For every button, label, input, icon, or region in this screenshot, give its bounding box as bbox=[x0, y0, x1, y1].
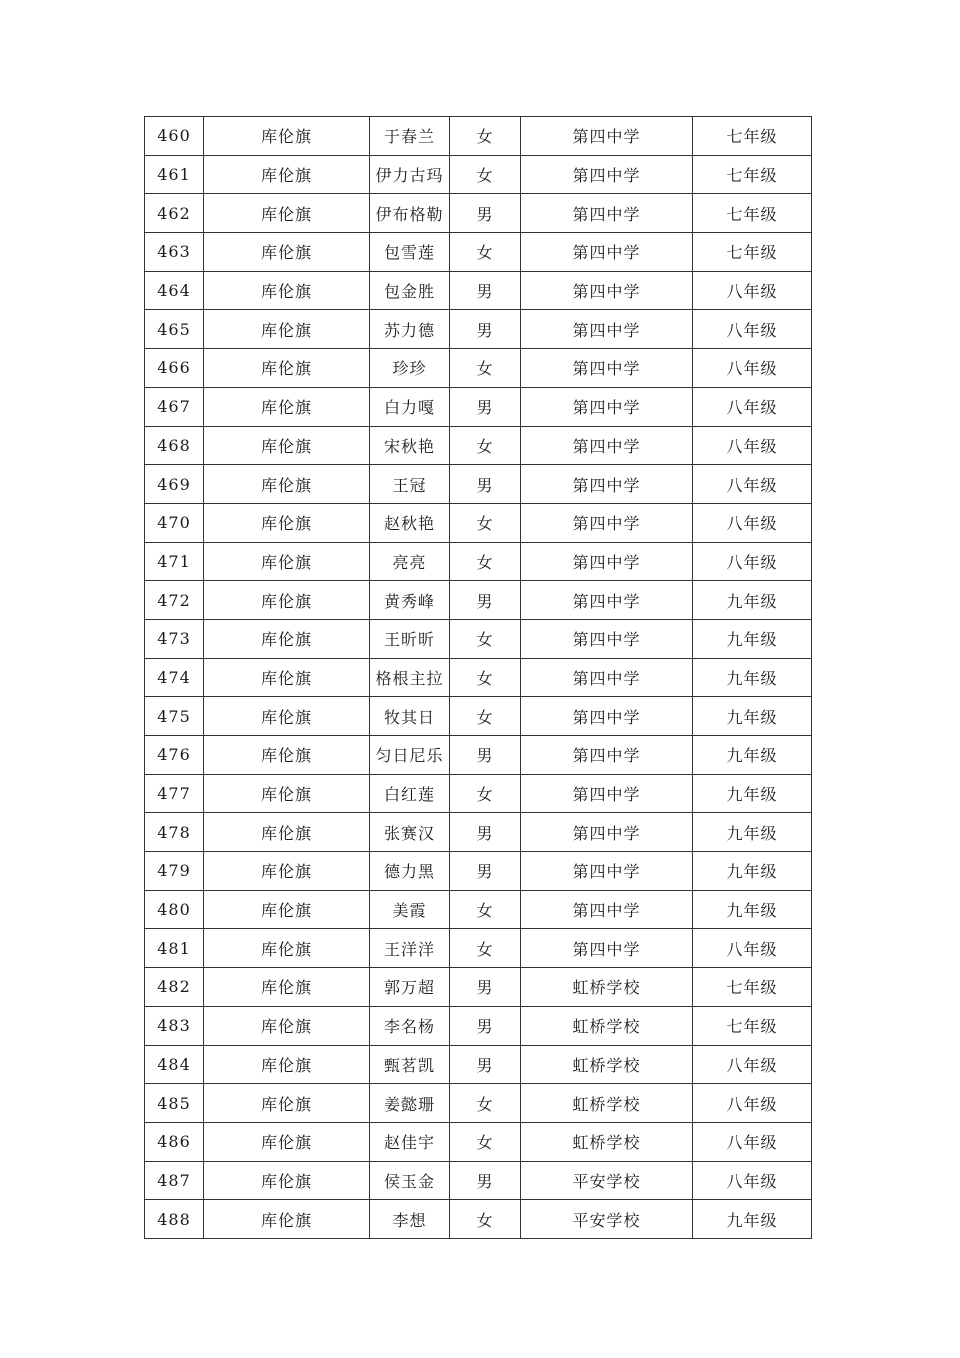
cell-name: 美霞 bbox=[370, 890, 450, 929]
cell-school: 第四中学 bbox=[521, 736, 693, 775]
cell-name: 李想 bbox=[370, 1200, 450, 1239]
cell-grade: 八年级 bbox=[693, 1161, 812, 1200]
cell-gender: 男 bbox=[450, 1045, 521, 1084]
cell-school: 第四中学 bbox=[521, 310, 693, 349]
cell-number: 481 bbox=[145, 929, 204, 968]
table-row bbox=[145, 852, 812, 891]
table-row bbox=[145, 1161, 812, 1200]
cell-name: 白力嘎 bbox=[370, 387, 450, 426]
table-row bbox=[145, 1200, 812, 1239]
cell-name: 亮亮 bbox=[370, 542, 450, 581]
cell-school: 平安学校 bbox=[521, 1161, 693, 1200]
cell-gender: 男 bbox=[450, 465, 521, 504]
cell-gender: 女 bbox=[450, 658, 521, 697]
cell-number: 463 bbox=[145, 233, 204, 272]
table-row bbox=[145, 658, 812, 697]
cell-region: 库伦旗 bbox=[204, 1045, 370, 1084]
cell-region: 库伦旗 bbox=[204, 774, 370, 813]
cell-number: 486 bbox=[145, 1122, 204, 1161]
cell-name: 赵佳宇 bbox=[370, 1122, 450, 1161]
table-row bbox=[145, 233, 812, 272]
cell-number: 476 bbox=[145, 736, 204, 775]
cell-region: 库伦旗 bbox=[204, 1200, 370, 1239]
cell-name: 李名杨 bbox=[370, 1006, 450, 1045]
cell-number: 471 bbox=[145, 542, 204, 581]
cell-school: 第四中学 bbox=[521, 619, 693, 658]
cell-grade: 九年级 bbox=[693, 736, 812, 775]
cell-number: 477 bbox=[145, 774, 204, 813]
cell-school: 虹桥学校 bbox=[521, 1006, 693, 1045]
cell-gender: 女 bbox=[450, 929, 521, 968]
table-row bbox=[145, 387, 812, 426]
cell-school: 平安学校 bbox=[521, 1200, 693, 1239]
cell-school: 第四中学 bbox=[521, 581, 693, 620]
table-row bbox=[145, 736, 812, 775]
cell-grade: 八年级 bbox=[693, 387, 812, 426]
cell-name: 赵秋艳 bbox=[370, 503, 450, 542]
cell-gender: 女 bbox=[450, 774, 521, 813]
cell-school: 第四中学 bbox=[521, 774, 693, 813]
cell-number: 465 bbox=[145, 310, 204, 349]
cell-region: 库伦旗 bbox=[204, 658, 370, 697]
table-row bbox=[145, 465, 812, 504]
cell-grade: 九年级 bbox=[693, 619, 812, 658]
cell-school: 第四中学 bbox=[521, 503, 693, 542]
cell-grade: 九年级 bbox=[693, 813, 812, 852]
cell-grade: 九年级 bbox=[693, 890, 812, 929]
cell-number: 479 bbox=[145, 852, 204, 891]
cell-gender: 女 bbox=[450, 1122, 521, 1161]
cell-number: 487 bbox=[145, 1161, 204, 1200]
cell-region: 库伦旗 bbox=[204, 1006, 370, 1045]
cell-school: 第四中学 bbox=[521, 233, 693, 272]
table-row bbox=[145, 271, 812, 310]
table-row bbox=[145, 619, 812, 658]
cell-gender: 男 bbox=[450, 968, 521, 1007]
cell-name: 珍珍 bbox=[370, 349, 450, 388]
cell-name: 黄秀峰 bbox=[370, 581, 450, 620]
cell-name: 格根主拉 bbox=[370, 658, 450, 697]
table-row bbox=[145, 813, 812, 852]
cell-region: 库伦旗 bbox=[204, 929, 370, 968]
table-row bbox=[145, 426, 812, 465]
cell-region: 库伦旗 bbox=[204, 813, 370, 852]
cell-gender: 男 bbox=[450, 310, 521, 349]
cell-school: 虹桥学校 bbox=[521, 1084, 693, 1123]
cell-gender: 男 bbox=[450, 736, 521, 775]
cell-gender: 男 bbox=[450, 581, 521, 620]
cell-name: 匀日尼乐 bbox=[370, 736, 450, 775]
cell-gender: 女 bbox=[450, 542, 521, 581]
cell-grade: 八年级 bbox=[693, 465, 812, 504]
cell-grade: 七年级 bbox=[693, 1006, 812, 1045]
cell-name: 伊布格勒 bbox=[370, 194, 450, 233]
cell-number: 473 bbox=[145, 619, 204, 658]
cell-school: 第四中学 bbox=[521, 155, 693, 194]
cell-school: 第四中学 bbox=[521, 387, 693, 426]
cell-gender: 女 bbox=[450, 349, 521, 388]
cell-number: 482 bbox=[145, 968, 204, 1007]
cell-grade: 八年级 bbox=[693, 542, 812, 581]
cell-number: 461 bbox=[145, 155, 204, 194]
cell-grade: 八年级 bbox=[693, 1122, 812, 1161]
cell-school: 第四中学 bbox=[521, 813, 693, 852]
cell-grade: 八年级 bbox=[693, 1045, 812, 1084]
cell-school: 第四中学 bbox=[521, 658, 693, 697]
cell-region: 库伦旗 bbox=[204, 349, 370, 388]
cell-school: 虹桥学校 bbox=[521, 968, 693, 1007]
cell-number: 466 bbox=[145, 349, 204, 388]
cell-name: 包雪莲 bbox=[370, 233, 450, 272]
cell-region: 库伦旗 bbox=[204, 310, 370, 349]
cell-name: 于春兰 bbox=[370, 117, 450, 156]
cell-school: 第四中学 bbox=[521, 465, 693, 504]
cell-gender: 男 bbox=[450, 1161, 521, 1200]
cell-grade: 八年级 bbox=[693, 349, 812, 388]
table-row bbox=[145, 155, 812, 194]
cell-name: 甄茗凯 bbox=[370, 1045, 450, 1084]
cell-grade: 八年级 bbox=[693, 310, 812, 349]
table-row bbox=[145, 968, 812, 1007]
table-row bbox=[145, 1045, 812, 1084]
table-row bbox=[145, 542, 812, 581]
cell-name: 德力黑 bbox=[370, 852, 450, 891]
cell-name: 包金胜 bbox=[370, 271, 450, 310]
cell-grade: 九年级 bbox=[693, 852, 812, 891]
cell-grade: 九年级 bbox=[693, 774, 812, 813]
cell-gender: 男 bbox=[450, 194, 521, 233]
cell-name: 姜懿珊 bbox=[370, 1084, 450, 1123]
cell-region: 库伦旗 bbox=[204, 503, 370, 542]
cell-school: 虹桥学校 bbox=[521, 1045, 693, 1084]
cell-gender: 女 bbox=[450, 155, 521, 194]
cell-number: 472 bbox=[145, 581, 204, 620]
cell-school: 第四中学 bbox=[521, 349, 693, 388]
cell-school: 虹桥学校 bbox=[521, 1122, 693, 1161]
cell-region: 库伦旗 bbox=[204, 619, 370, 658]
cell-gender: 女 bbox=[450, 117, 521, 156]
cell-region: 库伦旗 bbox=[204, 852, 370, 891]
table-row bbox=[145, 194, 812, 233]
cell-region: 库伦旗 bbox=[204, 271, 370, 310]
table-row bbox=[145, 1084, 812, 1123]
cell-number: 468 bbox=[145, 426, 204, 465]
cell-region: 库伦旗 bbox=[204, 697, 370, 736]
cell-school: 第四中学 bbox=[521, 890, 693, 929]
cell-region: 库伦旗 bbox=[204, 736, 370, 775]
cell-gender: 女 bbox=[450, 619, 521, 658]
cell-number: 485 bbox=[145, 1084, 204, 1123]
cell-gender: 男 bbox=[450, 852, 521, 891]
cell-name: 白红莲 bbox=[370, 774, 450, 813]
cell-number: 475 bbox=[145, 697, 204, 736]
cell-name: 宋秋艳 bbox=[370, 426, 450, 465]
cell-school: 第四中学 bbox=[521, 271, 693, 310]
table-row bbox=[145, 929, 812, 968]
cell-number: 480 bbox=[145, 890, 204, 929]
cell-name: 张赛汉 bbox=[370, 813, 450, 852]
table-row bbox=[145, 1006, 812, 1045]
cell-grade: 七年级 bbox=[693, 968, 812, 1007]
cell-region: 库伦旗 bbox=[204, 1161, 370, 1200]
table-row bbox=[145, 1122, 812, 1161]
cell-number: 462 bbox=[145, 194, 204, 233]
cell-grade: 七年级 bbox=[693, 233, 812, 272]
cell-name: 牧其日 bbox=[370, 697, 450, 736]
cell-grade: 八年级 bbox=[693, 271, 812, 310]
cell-number: 470 bbox=[145, 503, 204, 542]
cell-grade: 九年级 bbox=[693, 581, 812, 620]
cell-name: 苏力德 bbox=[370, 310, 450, 349]
cell-region: 库伦旗 bbox=[204, 117, 370, 156]
table-row bbox=[145, 890, 812, 929]
cell-school: 第四中学 bbox=[521, 117, 693, 156]
student-roster-table bbox=[144, 116, 812, 1239]
cell-gender: 女 bbox=[450, 1084, 521, 1123]
cell-school: 第四中学 bbox=[521, 194, 693, 233]
cell-gender: 男 bbox=[450, 1006, 521, 1045]
cell-region: 库伦旗 bbox=[204, 968, 370, 1007]
cell-school: 第四中学 bbox=[521, 426, 693, 465]
cell-region: 库伦旗 bbox=[204, 1122, 370, 1161]
cell-grade: 九年级 bbox=[693, 1200, 812, 1239]
cell-gender: 男 bbox=[450, 387, 521, 426]
cell-grade: 八年级 bbox=[693, 929, 812, 968]
cell-number: 467 bbox=[145, 387, 204, 426]
table-row bbox=[145, 774, 812, 813]
cell-grade: 七年级 bbox=[693, 117, 812, 156]
cell-number: 478 bbox=[145, 813, 204, 852]
cell-gender: 男 bbox=[450, 813, 521, 852]
table-row bbox=[145, 503, 812, 542]
cell-grade: 九年级 bbox=[693, 658, 812, 697]
table-body bbox=[145, 117, 812, 1239]
cell-region: 库伦旗 bbox=[204, 465, 370, 504]
cell-gender: 女 bbox=[450, 1200, 521, 1239]
cell-gender: 女 bbox=[450, 697, 521, 736]
cell-grade: 八年级 bbox=[693, 1084, 812, 1123]
cell-grade: 八年级 bbox=[693, 426, 812, 465]
cell-number: 469 bbox=[145, 465, 204, 504]
cell-number: 474 bbox=[145, 658, 204, 697]
cell-number: 484 bbox=[145, 1045, 204, 1084]
cell-gender: 女 bbox=[450, 503, 521, 542]
cell-number: 460 bbox=[145, 117, 204, 156]
cell-gender: 男 bbox=[450, 271, 521, 310]
cell-name: 王洋洋 bbox=[370, 929, 450, 968]
table-row bbox=[145, 117, 812, 156]
cell-gender: 女 bbox=[450, 233, 521, 272]
cell-number: 483 bbox=[145, 1006, 204, 1045]
cell-region: 库伦旗 bbox=[204, 233, 370, 272]
cell-name: 王昕昕 bbox=[370, 619, 450, 658]
cell-grade: 九年级 bbox=[693, 697, 812, 736]
cell-grade: 八年级 bbox=[693, 503, 812, 542]
cell-school: 第四中学 bbox=[521, 697, 693, 736]
cell-region: 库伦旗 bbox=[204, 542, 370, 581]
cell-grade: 七年级 bbox=[693, 155, 812, 194]
cell-gender: 女 bbox=[450, 426, 521, 465]
table-row bbox=[145, 310, 812, 349]
cell-name: 侯玉金 bbox=[370, 1161, 450, 1200]
cell-name: 王冠 bbox=[370, 465, 450, 504]
cell-name: 郭万超 bbox=[370, 968, 450, 1007]
cell-number: 488 bbox=[145, 1200, 204, 1239]
cell-school: 第四中学 bbox=[521, 542, 693, 581]
cell-region: 库伦旗 bbox=[204, 194, 370, 233]
cell-region: 库伦旗 bbox=[204, 426, 370, 465]
cell-region: 库伦旗 bbox=[204, 581, 370, 620]
cell-number: 464 bbox=[145, 271, 204, 310]
cell-gender: 女 bbox=[450, 890, 521, 929]
table-row bbox=[145, 349, 812, 388]
cell-region: 库伦旗 bbox=[204, 155, 370, 194]
cell-region: 库伦旗 bbox=[204, 387, 370, 426]
cell-name: 伊力古玛 bbox=[370, 155, 450, 194]
table-row bbox=[145, 581, 812, 620]
table-row bbox=[145, 697, 812, 736]
cell-region: 库伦旗 bbox=[204, 1084, 370, 1123]
cell-grade: 七年级 bbox=[693, 194, 812, 233]
cell-school: 第四中学 bbox=[521, 929, 693, 968]
cell-region: 库伦旗 bbox=[204, 890, 370, 929]
cell-school: 第四中学 bbox=[521, 852, 693, 891]
